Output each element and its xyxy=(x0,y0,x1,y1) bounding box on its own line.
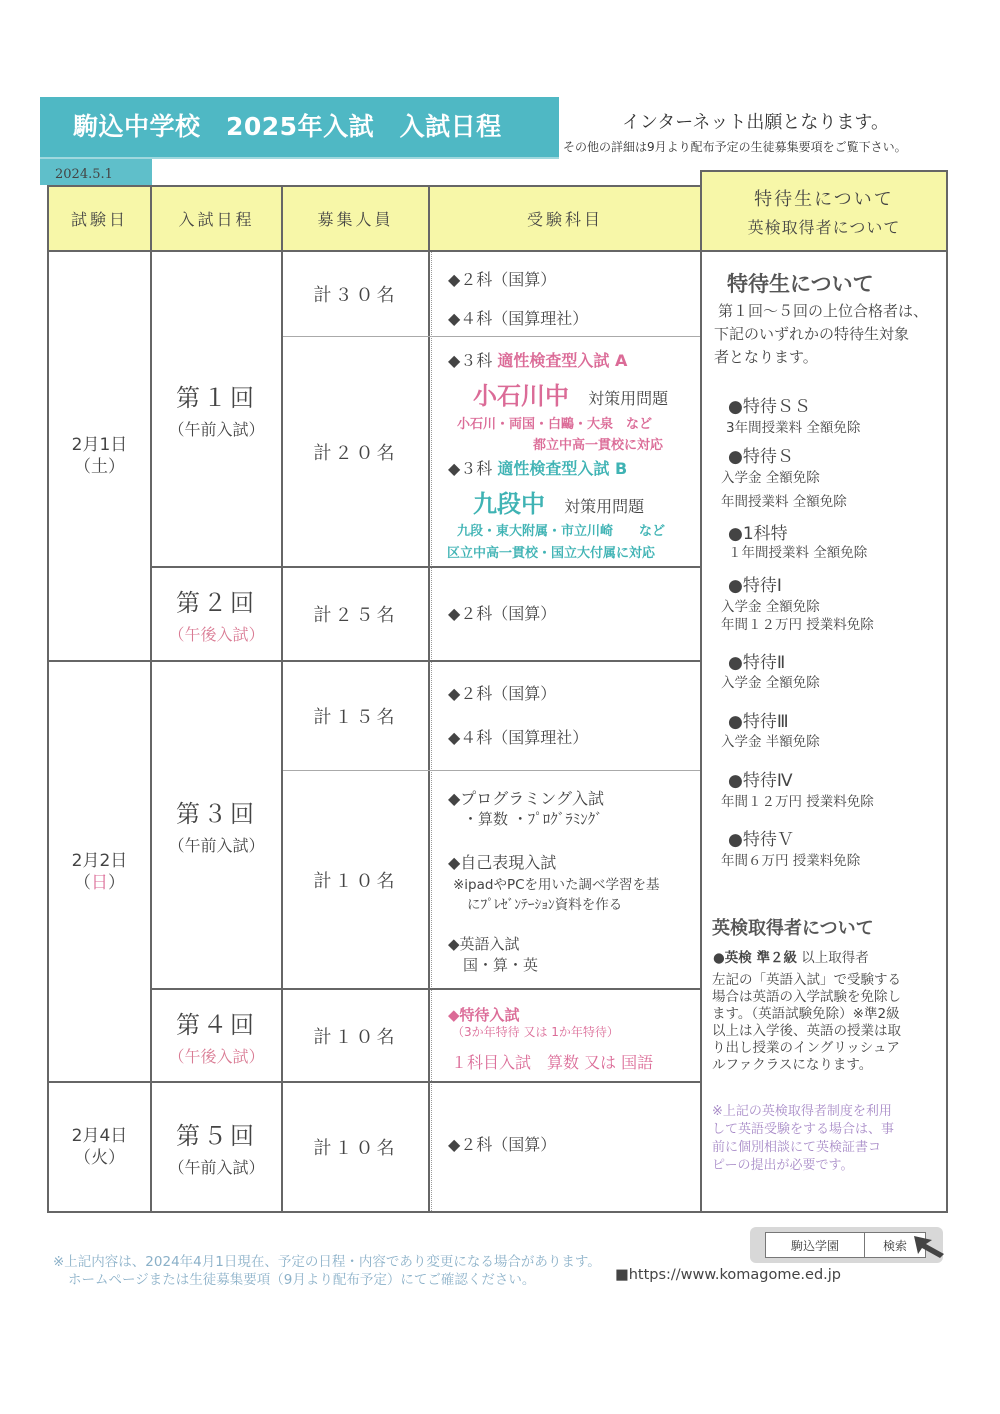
eiken-requirement xyxy=(713,946,869,966)
details-notice: その他の詳細は9月より配布予定の生徒募集要項をご覧下さい。 xyxy=(563,140,907,154)
round-1 xyxy=(152,252,281,566)
tokutai-5-desc: 年間６万円 授業料免除 xyxy=(721,853,861,869)
subject-programming-detail: ・算数 ・ﾌﾟﾛｸﾞﾗﾐﾝｸﾞ xyxy=(463,810,603,828)
tokutai-1: ●特待Ⅰ xyxy=(728,576,782,596)
day-weekday xyxy=(74,872,125,894)
footer-note-2: ホームページまたは生徒募集要項（9月より配布予定）にてご確認ください。 xyxy=(68,1272,536,1288)
school-list-a: 小石川・両国・白鷗・大泉 など xyxy=(457,417,653,432)
round-name: 第５回 xyxy=(176,1122,257,1150)
day-feb2 xyxy=(49,662,150,1081)
school-note-a: 都立中高一貫校に対応 xyxy=(533,438,664,453)
subject-head: ◆３科 xyxy=(448,459,493,478)
tokutai-1kato-desc: １年間授業料 全額免除 xyxy=(728,545,868,561)
cursor-arrow-icon xyxy=(910,1230,950,1264)
subject-tokutai-detail: １科目入試 算数 又は 国語 xyxy=(451,1053,654,1072)
subject-4ka: ◆４科（国算理社） xyxy=(448,309,589,328)
eiken-line: 以上は入学後、英語の授業は取 xyxy=(712,1023,901,1039)
tokutai-2: ●特待Ⅱ xyxy=(728,653,786,673)
subject-2ka: ◆２科（国算） xyxy=(448,270,557,289)
weekday-close: ） xyxy=(108,872,125,893)
target-school-b xyxy=(473,484,644,519)
intro-line: 第１回～５回の上位合格者は、 xyxy=(718,302,929,320)
col-header-schedule: 入試日程 xyxy=(152,187,281,250)
round-name: 第２回 xyxy=(176,589,257,617)
tokutai-1-desc: 入学金 全額免除 xyxy=(721,599,820,615)
subject-tokutai-note: （3か年特待 又は 1か年特待） xyxy=(452,1025,619,1039)
page-title: 駒込中学校 2025年入試 入試日程 xyxy=(40,97,559,157)
divider-dotted xyxy=(431,252,432,1211)
weekday-sunday: 日 xyxy=(91,872,108,893)
school-list-b: 九段・東大附属・市立川崎 など xyxy=(457,524,666,539)
subject-3ka-a xyxy=(448,348,627,371)
subject-3ka-b xyxy=(448,456,627,479)
intro-line: 下記のいずれかの特待生対象 xyxy=(714,325,910,343)
round-5 xyxy=(152,1083,281,1211)
eiken-line: ます。（英語試験免除）※準2級 xyxy=(712,1006,900,1022)
tokutai-1-desc: 年間１２万円 授業料免除 xyxy=(721,617,874,633)
eiken-grade: ●英検 準２級 xyxy=(713,950,797,966)
subject-english: ◆英語入試 xyxy=(448,935,520,953)
day-feb4 xyxy=(49,1083,150,1211)
col-header-capacity: 募集人員 xyxy=(283,187,428,250)
day-feb1 xyxy=(49,252,150,660)
subject-2ka: ◆２科（国算） xyxy=(448,1135,557,1154)
tokutai-ss-desc: 3年間授業料 全額免除 xyxy=(726,420,861,436)
day-weekday: （土） xyxy=(74,457,125,477)
round-session: （午前入試） xyxy=(168,836,265,855)
tokutai-s-desc: 年間授業料 全額免除 xyxy=(721,494,847,510)
tokutai-ss: ●特待ＳＳ xyxy=(728,397,811,417)
eiken-line: 場合は英語の入学試験を免除し xyxy=(712,989,901,1005)
day-date: 2月2日 xyxy=(71,850,128,871)
issue-date: 2024.5.1 xyxy=(55,167,113,182)
tokutai-s-desc: 入学金 全額免除 xyxy=(721,470,820,486)
subject-self-expression-detail2: にﾌﾟﾚｾﾞﾝﾃｰｼｮﾝ資料を作る xyxy=(467,897,623,913)
round-session: （午前入試） xyxy=(168,420,265,439)
subject-self-expression-detail1: ※ipadやPCを用いた調べ学習を基 xyxy=(453,877,660,893)
round-4 xyxy=(152,990,281,1081)
school-name: 小石川中 xyxy=(473,382,569,410)
capacity: 計２５名 xyxy=(313,605,398,626)
eiken-grade-rest: 以上取得者 xyxy=(796,950,869,966)
tokutai-1kato: ●1科特 xyxy=(728,524,788,544)
side-header-border xyxy=(700,170,948,252)
exam-type-a: 適性検査型入試 A xyxy=(497,351,628,370)
col-header-subjects: 受験科目 xyxy=(430,187,700,250)
eiken-text xyxy=(712,972,901,1074)
weekday-open: （ xyxy=(74,872,91,893)
eiken-note xyxy=(712,1103,894,1175)
side-header-tokutai: 特待生について xyxy=(754,188,894,210)
tokutai-3-desc: 入学金 半額免除 xyxy=(721,734,820,750)
tokutai-title: 特待生について xyxy=(727,272,874,296)
exam-type-b: 適性検査型入試 B xyxy=(497,459,628,478)
target-school-a xyxy=(473,376,668,411)
capacity: 計２０名 xyxy=(313,442,398,464)
subject-head: ◆３科 xyxy=(448,351,493,370)
subject-tokutai: ◆特待入試 xyxy=(448,1006,520,1024)
divider xyxy=(428,187,430,1211)
school-suffix: 対策用問題 xyxy=(588,389,669,408)
round-session: （午前入試） xyxy=(168,1158,265,1177)
eiken-note-line: ピーの提出が必要です。 xyxy=(712,1158,854,1173)
school-suffix: 対策用問題 xyxy=(564,497,645,516)
tokutai-s: ●特待Ｓ xyxy=(728,447,794,467)
capacity: 計１５名 xyxy=(313,707,398,728)
round-name: 第１回 xyxy=(176,384,257,412)
search-button[interactable]: 検索 xyxy=(864,1232,926,1258)
side-header-eiken: 英検取得者について xyxy=(747,217,901,237)
tokutai-3: ●特待Ⅲ xyxy=(728,712,789,732)
round-3 xyxy=(152,662,281,988)
intro-line: 者となります。 xyxy=(714,348,818,366)
subject-2ka: ◆２科（国算） xyxy=(448,684,557,703)
capacity: 計１０名 xyxy=(313,1138,398,1159)
col-header-date: 試験日 xyxy=(49,187,150,250)
internet-application-notice: インターネット出願となります。 xyxy=(622,112,889,133)
eiken-note-line: して英語受験をする場合は、事 xyxy=(712,1122,895,1137)
round-name: 第３回 xyxy=(176,800,257,828)
capacity: 計３０名 xyxy=(313,285,398,306)
tokutai-4: ●特待Ⅳ xyxy=(728,771,793,791)
subject-programming: ◆プログラミング入試 xyxy=(448,789,604,808)
school-name: 九段中 xyxy=(473,490,545,518)
round-session: （午後入試） xyxy=(168,1046,265,1066)
eiken-line: り出し授業のイングリッシュア xyxy=(712,1040,900,1056)
day-weekday: （火） xyxy=(74,1148,125,1168)
subject-self-expression: ◆自己表現入試 xyxy=(448,853,557,872)
capacity: 計１０名 xyxy=(313,1026,398,1048)
tokutai-2-desc: 入学金 全額免除 xyxy=(721,675,820,691)
eiken-line: 左記の「英語入試」で受験する xyxy=(712,972,901,988)
school-note-b: 区立中高一貫校・国立大付属に対応 xyxy=(447,546,656,561)
capacity: 計１０名 xyxy=(313,870,398,892)
subject-4ka: ◆４科（国算理社） xyxy=(448,728,589,747)
eiken-line: ルファクラスになります。 xyxy=(712,1057,873,1073)
day-date: 2月4日 xyxy=(71,1126,128,1146)
eiken-title: 英検取得者について xyxy=(712,918,874,939)
eiken-note-line: ※上記の英検取得者制度を利用 xyxy=(712,1104,892,1119)
day-date: 2月1日 xyxy=(71,435,128,455)
round-2 xyxy=(152,568,281,660)
tokutai-4-desc: 年間１２万円 授業料免除 xyxy=(721,794,874,810)
subject-2ka: ◆２科（国算） xyxy=(448,604,557,623)
eiken-note-line: 前に個別相談にて英検証書コ xyxy=(712,1140,882,1155)
tokutai-5: ●特待Ｖ xyxy=(728,830,794,850)
round-name: 第４回 xyxy=(176,1010,257,1039)
website-url[interactable]: ■https://www.komagome.ed.jp xyxy=(615,1267,841,1283)
round-session: （午後入試） xyxy=(168,625,265,644)
footer-note-1: ※上記内容は、2024年4月1日現在、予定の日程・内容であり変更になる場合があります。 xyxy=(53,1254,601,1270)
tokutai-intro xyxy=(714,300,928,369)
search-input[interactable]: 駒込学園 xyxy=(765,1232,865,1258)
subject-english-detail: 国・算・英 xyxy=(463,956,539,974)
